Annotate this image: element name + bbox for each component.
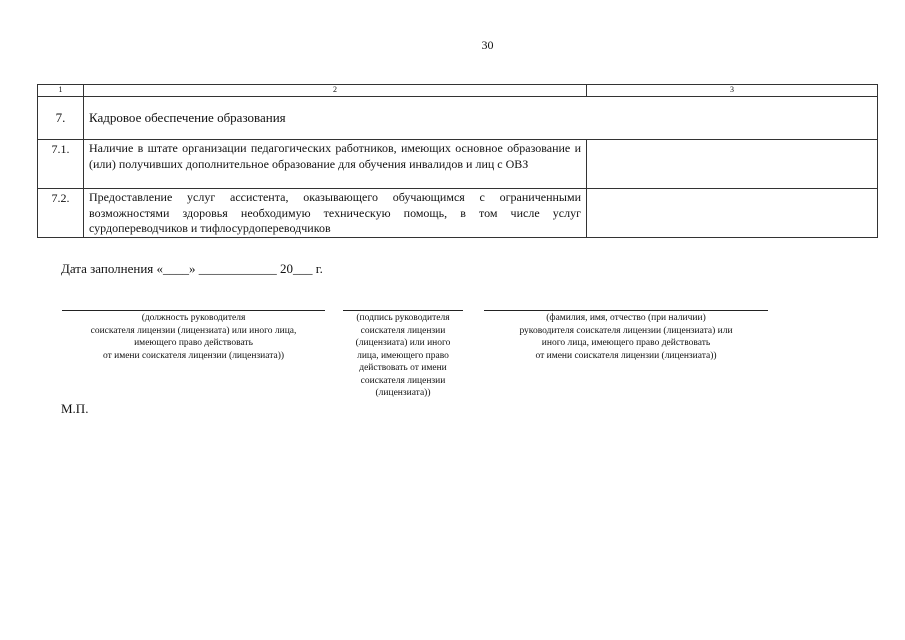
section-number: 7. xyxy=(38,97,84,140)
name-caption: (фамилия, имя, отчество (при наличии) руководителя соискателя лицензии (лицензиата) или иного лица, имеющего право действовать от имени соискателя лицензии (лицензиата)) xyxy=(519,313,733,361)
table-row xyxy=(38,140,878,189)
header-col-1: 1 xyxy=(38,85,84,97)
stamp-label: М.П. xyxy=(61,401,89,416)
table-row xyxy=(38,189,878,238)
staffing-table xyxy=(37,84,878,238)
table-header-row xyxy=(38,85,878,97)
page-number: 30 xyxy=(481,38,494,52)
row-number: 7.1. xyxy=(38,140,84,189)
row-value-cell[interactable] xyxy=(587,140,878,189)
fill-date-line: Дата заполнения «____» ____________ 20___ г. xyxy=(61,261,323,276)
section-title: Кадровое обеспечение образования xyxy=(84,97,878,140)
signature-caption: (подпись руководителя соискателя лицензии (лицензиата) или иного лица, имеющего право действовать от имени соискателя лицензии (лицензиата)) xyxy=(355,313,451,398)
row-number: 7.2. xyxy=(38,189,84,238)
header-col-3: 3 xyxy=(587,85,878,97)
signature-line xyxy=(343,310,463,311)
header-col-2: 2 xyxy=(84,85,587,97)
row-value-cell[interactable] xyxy=(587,189,878,238)
row-text: Наличие в штате организации педагогических работников, имеющих основное образование и (или) получивших дополнительное образование для обучения инвалидов и лиц с ОВЗ xyxy=(84,140,587,189)
row-text: Предоставление услуг ассистента, оказывающего обучающимся с ограниченными возможностями здоровья необходимую техническую помощь, в том числе услуг сурдопереводчиков и тифлосурдопереводчиков xyxy=(84,189,587,238)
name-signature-line xyxy=(484,310,768,311)
section-row xyxy=(38,97,878,140)
position-caption: (должность руководителя соискателя лицензии (лицензиата) или иного лица, имеющего право действовать от имени соискателя лицензии (лицензиата)) xyxy=(90,313,297,361)
position-signature-line xyxy=(62,310,325,311)
